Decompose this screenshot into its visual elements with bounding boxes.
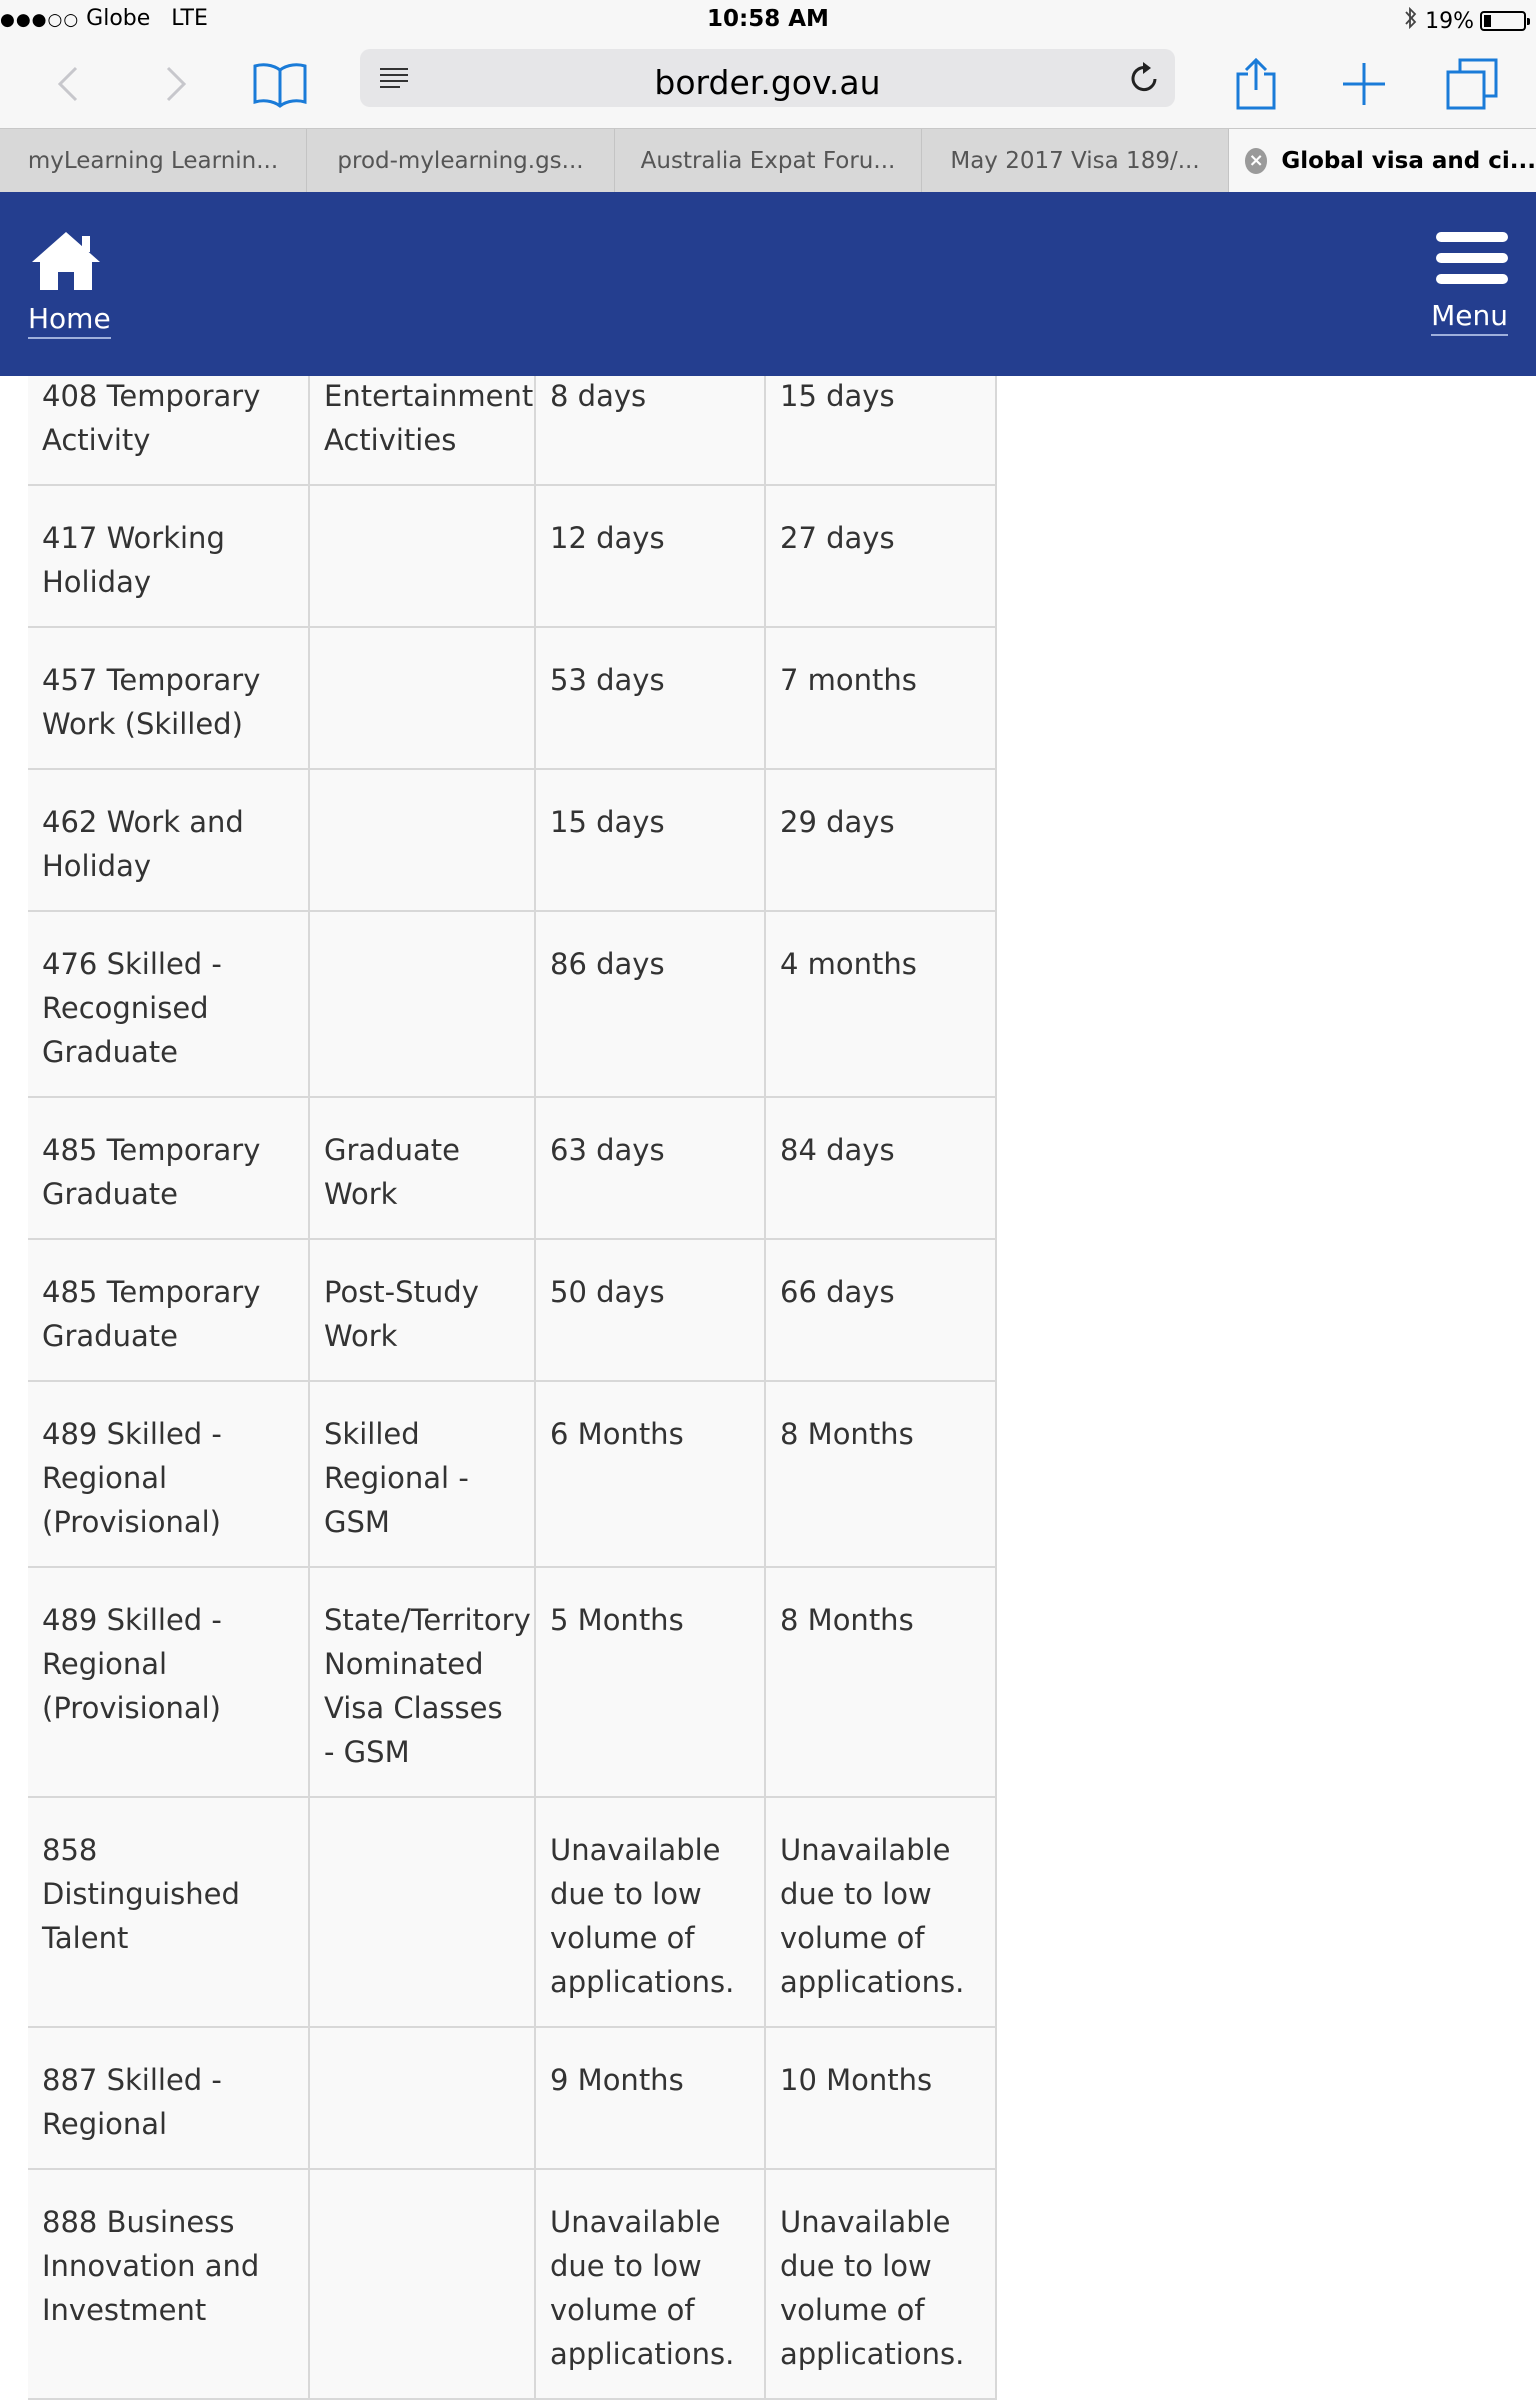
table-row xyxy=(28,2027,996,2169)
table-cell-visa: 485 Temporary Graduate xyxy=(28,1097,309,1239)
forward-button[interactable] xyxy=(156,40,196,128)
table-cell-p90: 15 days xyxy=(765,343,996,485)
table-cell-visa: 462 Work and Holiday xyxy=(28,769,309,911)
table-cell-p90: 8 Months xyxy=(765,1381,996,1567)
table-row xyxy=(28,769,996,911)
table-cell-stream xyxy=(309,2169,535,2399)
table-cell-visa: 457 Temporary Work (Skilled) xyxy=(28,627,309,769)
table-cell-stream xyxy=(309,769,535,911)
back-button[interactable] xyxy=(48,40,88,128)
table-cell-stream: Post-Study Work xyxy=(309,1239,535,1381)
tab-mylearning[interactable]: myLearning Learnin... xyxy=(0,129,307,193)
tab-prod-mylearning[interactable]: prod-mylearning.gs... xyxy=(307,129,615,193)
table-cell-stream xyxy=(309,911,535,1097)
tab-may-2017-visa[interactable]: May 2017 Visa 189/... xyxy=(922,129,1229,193)
bluetooth-icon xyxy=(1403,6,1419,36)
home-link[interactable] xyxy=(28,228,111,339)
table-cell-p75: 6 Months xyxy=(535,1381,765,1567)
status-bar xyxy=(0,0,1536,40)
table-cell-p75: Unavailable due to low volume of applications. xyxy=(535,1797,765,2027)
table-cell-stream xyxy=(309,627,535,769)
site-header xyxy=(0,192,1536,376)
table-cell-p90: 4 months xyxy=(765,911,996,1097)
table-cell-stream: State/Territory Nominated Visa Classes - GSM xyxy=(309,1567,535,1797)
table-cell-p90: Unavailable due to low volume of applications. xyxy=(765,1797,996,2027)
table-cell-visa: 858 Distinguished Talent xyxy=(28,1797,309,2027)
table-cell-p75: 12 days xyxy=(535,485,765,627)
table-cell-p75: 50 days xyxy=(535,1239,765,1381)
battery-icon xyxy=(1480,11,1526,31)
table-row xyxy=(28,1567,996,1797)
table-cell-p75: 9 Months xyxy=(535,2027,765,2169)
table-row xyxy=(28,911,996,1097)
url-text: border.gov.au xyxy=(654,63,881,102)
table-cell-stream: Skilled Regional - GSM xyxy=(309,1381,535,1567)
table-row xyxy=(28,2169,996,2399)
table-cell-p90: 29 days xyxy=(765,769,996,911)
home-label: Home xyxy=(28,302,111,339)
table-cell-p75: 53 days xyxy=(535,627,765,769)
table-cell-stream xyxy=(309,485,535,627)
status-time: 10:58 AM xyxy=(707,6,829,32)
table-cell-p75: 63 days xyxy=(535,1097,765,1239)
processing-times-table xyxy=(28,342,996,2400)
table-cell-p90: 84 days xyxy=(765,1097,996,1239)
table-cell-p90: 66 days xyxy=(765,1239,996,1381)
status-right xyxy=(1403,6,1526,36)
table-cell-p75: 86 days xyxy=(535,911,765,1097)
bookmarks-icon[interactable] xyxy=(250,40,310,128)
signal-icon: ●●●○○ xyxy=(0,10,80,30)
table-cell-p90: 7 months xyxy=(765,627,996,769)
tab-global-visa[interactable]: × Global visa and ci... xyxy=(1229,129,1536,193)
table-cell-p90: 27 days xyxy=(765,485,996,627)
close-tab-icon[interactable]: × xyxy=(1245,148,1267,174)
table-row xyxy=(28,1239,996,1381)
table-cell-visa: 887 Skilled - Regional xyxy=(28,2027,309,2169)
table-cell-p90: 8 Months xyxy=(765,1567,996,1797)
table-cell-stream xyxy=(309,1797,535,2027)
table-row xyxy=(28,485,996,627)
table-cell-p75: 5 Months xyxy=(535,1567,765,1797)
table-cell-visa: 888 Business Innovation and Investment xyxy=(28,2169,309,2399)
battery-percent: 19% xyxy=(1425,8,1474,34)
table-cell-p90: 10 Months xyxy=(765,2027,996,2169)
table-row xyxy=(28,1097,996,1239)
tab-bar xyxy=(0,128,1536,192)
table-cell-visa: 489 Skilled - Regional (Provisional) xyxy=(28,1567,309,1797)
reload-icon[interactable] xyxy=(1129,61,1161,99)
table-cell-stream: Entertainment Activities xyxy=(309,343,535,485)
table-cell-p75: 15 days xyxy=(535,769,765,911)
home-icon xyxy=(28,228,111,296)
table-cell-p75: 8 days xyxy=(535,343,765,485)
table-cell-p90: Unavailable due to low volume of applications. xyxy=(765,2169,996,2399)
menu-button[interactable] xyxy=(1431,232,1508,336)
table-cell-p75: Unavailable due to low volume of applications. xyxy=(535,2169,765,2399)
table-row xyxy=(28,627,996,769)
table-cell-visa: 417 Working Holiday xyxy=(28,485,309,627)
carrier-label: Globe xyxy=(86,6,151,31)
table-cell-visa: 485 Temporary Graduate xyxy=(28,1239,309,1381)
new-tab-icon[interactable] xyxy=(1336,40,1392,128)
table-cell-visa: 476 Skilled - Recognised Graduate xyxy=(28,911,309,1097)
network-label: LTE xyxy=(171,6,208,31)
table-row xyxy=(28,1797,996,2027)
table-cell-stream: Graduate Work xyxy=(309,1097,535,1239)
table-row xyxy=(28,1381,996,1567)
table-cell-visa: 489 Skilled - Regional (Provisional) xyxy=(28,1381,309,1567)
tab-australia-expat-forum[interactable]: Australia Expat Foru... xyxy=(615,129,922,193)
address-bar[interactable] xyxy=(360,49,1175,107)
tabs-overview-icon[interactable] xyxy=(1444,40,1500,128)
hamburger-icon xyxy=(1436,232,1508,284)
table-cell-stream xyxy=(309,2027,535,2169)
browser-toolbar xyxy=(0,40,1536,128)
share-icon[interactable] xyxy=(1228,40,1284,128)
table-cell-visa: 408 Temporary Activity xyxy=(28,343,309,485)
menu-label: Menu xyxy=(1431,299,1508,336)
